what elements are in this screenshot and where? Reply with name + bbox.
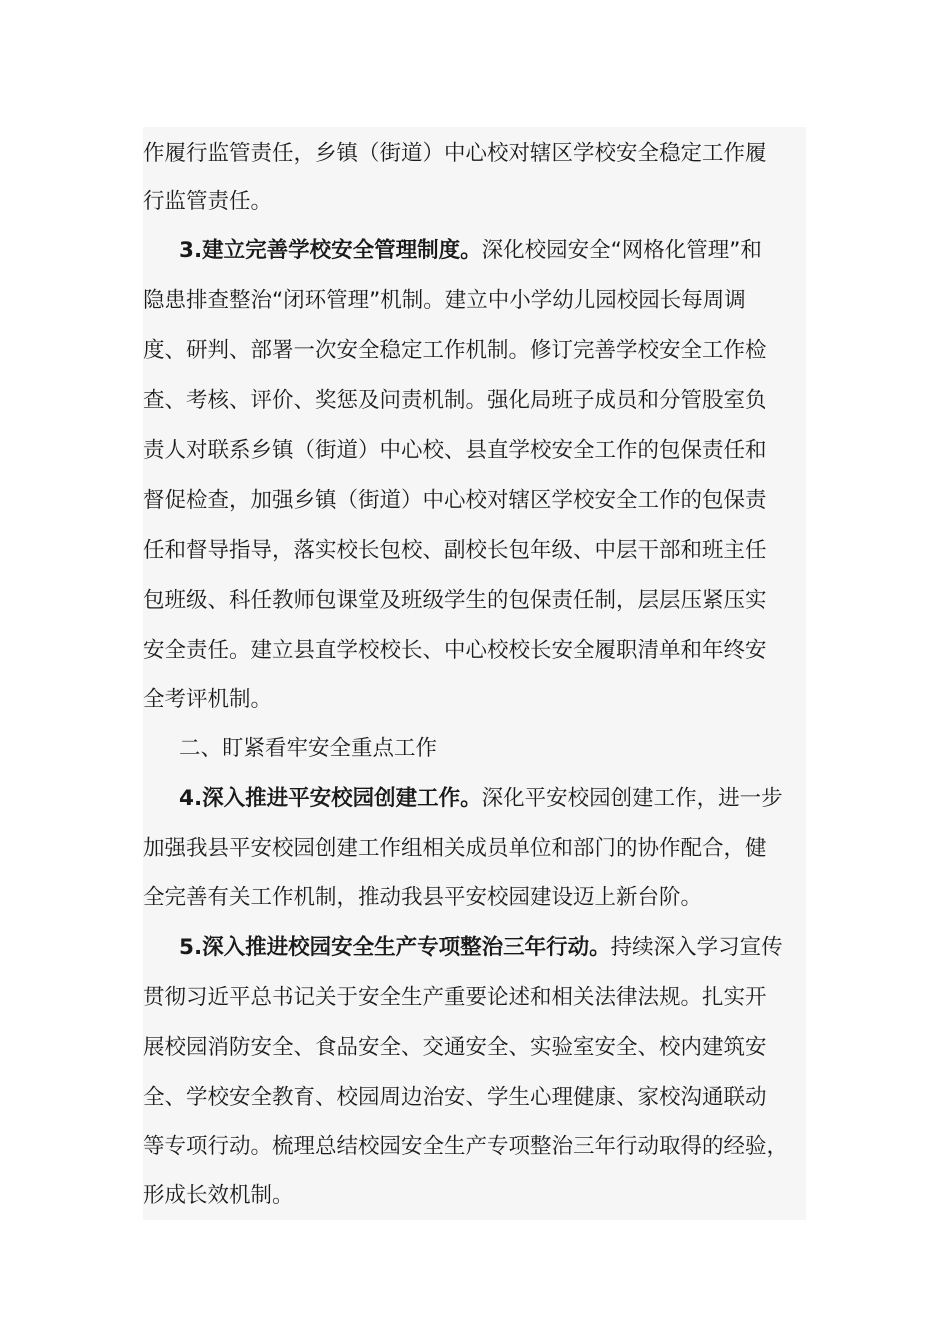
- text-line: [143, 483, 767, 519]
- text-line: [143, 136, 767, 172]
- text-line: [143, 533, 767, 569]
- section-title-5: 5.深入推进校园安全生产专项整治三年行动。: [179, 935, 611, 960]
- text-segment: 包班级、科任教师包课堂及班级学生的包保责任制，层层压紧压实: [143, 588, 767, 613]
- text-segment: 全、学校安全教育、校园周边治安、学生心理健康、家校沟通联动: [143, 1085, 767, 1110]
- text-line: [143, 880, 702, 916]
- text-segment: 作履行监管责任，乡镇（街道）中心校对辖区学校安全稳定工作履: [143, 141, 767, 166]
- text-line: [143, 1178, 294, 1214]
- text-segment: 隐患排查整治“闭环管理”机制。建立中小学幼儿园校园长每周调: [143, 288, 746, 313]
- text-line: [143, 184, 272, 220]
- text-segment: 度、研判、部署一次安全稳定工作机制。修订完善学校安全工作检: [143, 338, 767, 363]
- text-line: [143, 583, 767, 619]
- section-title-3: 3.建立完善学校安全管理制度。: [179, 238, 482, 263]
- text-segment: 深化平安校园创建工作，进一步: [481, 786, 783, 811]
- text-segment: 加强我县平安校园创建工作组相关成员单位和部门的协作配合，健: [143, 836, 767, 861]
- section-heading-3: [179, 233, 762, 269]
- text-segment: 安全责任。建立县直学校校长、中心校校长安全履职清单和年终安: [143, 638, 767, 663]
- section-heading-4: [179, 781, 783, 817]
- text-line: [143, 333, 767, 369]
- text-segment: 全完善有关工作机制，推动我县平安校园建设迈上新台阶。: [143, 885, 703, 910]
- text-line: [143, 1129, 788, 1165]
- text-line: [143, 831, 767, 867]
- text-segment: 行监管责任。: [143, 189, 273, 214]
- document-body: [143, 127, 806, 1220]
- part-title-2: 二、盯紧看牢安全重点工作: [179, 736, 438, 761]
- text-line: [143, 633, 767, 669]
- part-heading-2: [179, 731, 437, 767]
- text-line: [143, 980, 767, 1016]
- text-segment: 查、考核、评价、奖惩及问责机制。强化局班子成员和分管股室负: [143, 388, 767, 413]
- text-line: [143, 1080, 767, 1116]
- text-segment: 任和督导指导，落实校长包校、副校长包年级、中层干部和班主任: [143, 538, 767, 563]
- text-segment: 督促检查，加强乡镇（街道）中心校对辖区学校安全工作的包保责: [143, 488, 767, 513]
- text-segment: 贯彻习近平总书记关于安全生产重要论述和相关法律法规。扎实开: [143, 985, 767, 1010]
- text-segment: 等专项行动。梳理总结校园安全生产专项整治三年行动取得的经验，: [143, 1134, 789, 1159]
- text-segment: 全考评机制。: [143, 687, 273, 712]
- text-segment: 形成长效机制。: [143, 1183, 294, 1208]
- text-segment: 深化校园安全“网格化管理”和: [481, 238, 762, 263]
- text-line: [143, 383, 767, 419]
- section-title-4: 4.深入推进平安校园创建工作。: [179, 786, 482, 811]
- text-segment: 持续深入学习宣传: [610, 935, 783, 960]
- section-heading-5: [179, 930, 783, 966]
- text-segment: 责人对联系乡镇（街道）中心校、县直学校安全工作的包保责任和: [143, 438, 767, 463]
- text-segment: 展校园消防安全、食品安全、交通安全、实验室安全、校内建筑安: [143, 1035, 767, 1060]
- text-line: [143, 283, 746, 319]
- text-line: [143, 682, 272, 718]
- text-line: [143, 433, 767, 469]
- text-line: [143, 1030, 767, 1066]
